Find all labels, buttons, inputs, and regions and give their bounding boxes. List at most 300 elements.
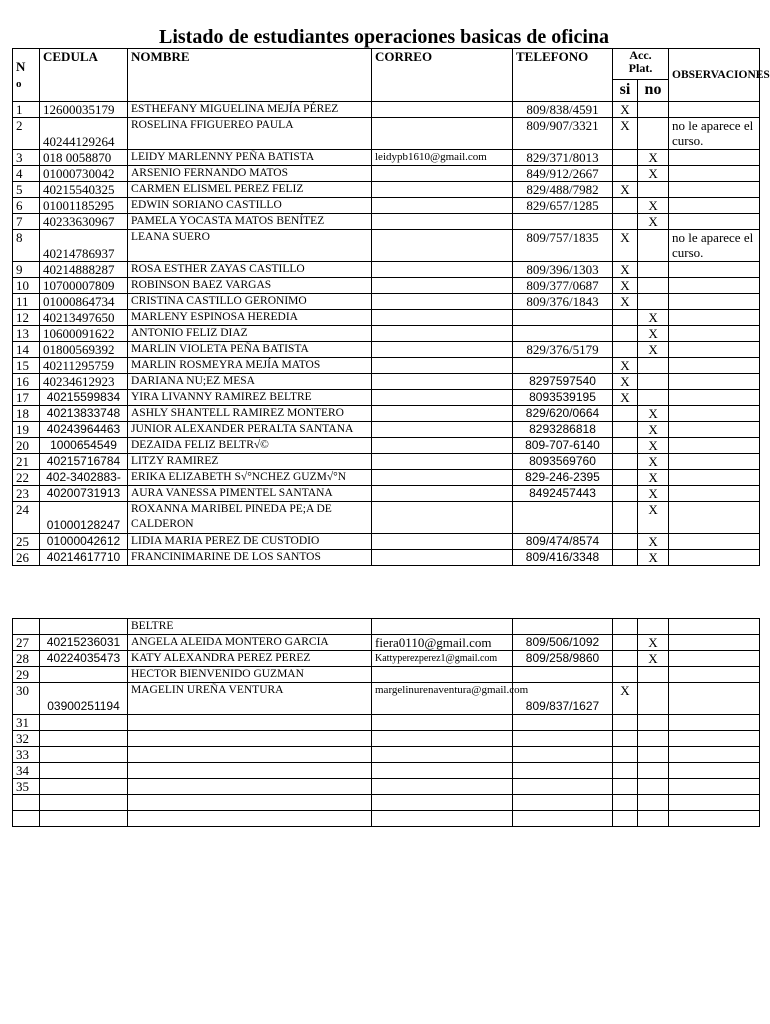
- cell-no: 21: [13, 454, 40, 470]
- cell-no: 31: [13, 715, 40, 731]
- table-row: [13, 214, 760, 230]
- cell-correo: [372, 262, 513, 278]
- table-row: [13, 779, 760, 795]
- header-si: si: [613, 80, 638, 102]
- cell-observaciones: [669, 454, 760, 470]
- cell-cedula: [40, 667, 128, 683]
- cell-cedula: [40, 811, 128, 827]
- cell-correo: [372, 278, 513, 294]
- cell-no-mark: X: [638, 406, 669, 422]
- cell-nombre: CRISTINA CASTILLO GERONIMO: [128, 294, 372, 310]
- cell-si: [613, 486, 638, 502]
- cell-no: 20: [13, 438, 40, 454]
- cell-no-mark: [638, 667, 669, 683]
- cell-cedula: 40215716784: [40, 454, 128, 470]
- table-row: [13, 358, 760, 374]
- header-acc-plat: Acc. Plat.: [613, 49, 669, 80]
- cell-telefono: [513, 715, 613, 731]
- cell-telefono: [513, 214, 613, 230]
- cell-observaciones: [669, 534, 760, 550]
- cell-telefono: 829-246-2395: [513, 470, 613, 486]
- cell-no-mark: X: [638, 150, 669, 166]
- cell-no: 5: [13, 182, 40, 198]
- cell-telefono: 8293286818: [513, 422, 613, 438]
- cell-no: [13, 811, 40, 827]
- cell-telefono: 809/837/1627: [513, 683, 613, 715]
- cell-telefono: 809/474/8574: [513, 534, 613, 550]
- cell-nombre: [128, 795, 372, 811]
- cell-no-mark: [638, 262, 669, 278]
- cell-correo: [372, 715, 513, 731]
- cell-no: 11: [13, 294, 40, 310]
- cell-telefono: 809/376/1843: [513, 294, 613, 310]
- cell-no: 22: [13, 470, 40, 486]
- cell-no: 30: [13, 683, 40, 715]
- cell-telefono: 809/757/1835: [513, 230, 613, 262]
- cell-nombre: ASHLY SHANTELL RAMIREZ MONTERO: [128, 406, 372, 422]
- cell-nombre: ARSENIO FERNANDO MATOS: [128, 166, 372, 182]
- table-row: [13, 390, 760, 406]
- cell-nombre: LEIDY MARLENNY PEÑA BATISTA: [128, 150, 372, 166]
- cell-no-mark: X: [638, 422, 669, 438]
- table-row: [13, 747, 760, 763]
- cell-no-mark: [638, 118, 669, 150]
- cell-si: [613, 811, 638, 827]
- cell-no-mark: X: [638, 651, 669, 667]
- cell-observaciones: [669, 358, 760, 374]
- cell-si: X: [613, 278, 638, 294]
- cell-observaciones: [669, 747, 760, 763]
- cell-nombre: [128, 763, 372, 779]
- cell-observaciones: [669, 342, 760, 358]
- cell-telefono: 809/506/1092: [513, 635, 613, 651]
- cell-nombre: DEZAIDA FELIZ BELTR√©: [128, 438, 372, 454]
- cell-correo: [372, 198, 513, 214]
- cell-si: [613, 422, 638, 438]
- cell-si: [613, 779, 638, 795]
- cell-telefono: 829/371/8013: [513, 150, 613, 166]
- cell-observaciones: [669, 438, 760, 454]
- cell-observaciones: [669, 635, 760, 651]
- cell-no: 13: [13, 326, 40, 342]
- cell-nombre: ESTHEFANY MIGUELINA MEJÍA PÉREZ: [128, 102, 372, 118]
- cell-si: [613, 747, 638, 763]
- cell-correo: [372, 118, 513, 150]
- cell-correo: [372, 294, 513, 310]
- cell-nombre: [128, 731, 372, 747]
- table-row: [13, 230, 760, 262]
- cell-si: [613, 454, 638, 470]
- cell-si: [613, 166, 638, 182]
- cell-correo: [372, 230, 513, 262]
- cell-correo: [372, 486, 513, 502]
- cell-observaciones: [669, 550, 760, 566]
- cell-no: 3: [13, 150, 40, 166]
- cell-no-mark: [638, 294, 669, 310]
- table-row: [13, 310, 760, 326]
- cell-cedula: 03900251194: [40, 683, 128, 715]
- cell-telefono: 809/416/3348: [513, 550, 613, 566]
- cell-observaciones: [669, 198, 760, 214]
- cell-telefono: 829/657/1285: [513, 198, 613, 214]
- cell-cedula: 40215236031: [40, 635, 128, 651]
- cell-cedula: 40233630967: [40, 214, 128, 230]
- cell-correo: [372, 406, 513, 422]
- cell-no: 1: [13, 102, 40, 118]
- cell-no-mark: [638, 731, 669, 747]
- cell-observaciones: [669, 214, 760, 230]
- cell-correo: [372, 811, 513, 827]
- cell-si: X: [613, 358, 638, 374]
- cell-no: 29: [13, 667, 40, 683]
- header-nombre: NOMBRE: [128, 49, 372, 102]
- cell-observaciones: [669, 406, 760, 422]
- cell-nombre: MARLIN VIOLETA PEÑA BATISTA: [128, 342, 372, 358]
- cell-observaciones: [669, 715, 760, 731]
- cell-correo: [372, 310, 513, 326]
- cell-nombre: LITZY RAMIREZ: [128, 454, 372, 470]
- cell-si: [613, 795, 638, 811]
- cell-no: 26: [13, 550, 40, 566]
- cell-no: 17: [13, 390, 40, 406]
- cell-observaciones: [669, 262, 760, 278]
- cell-telefono: [513, 502, 613, 534]
- cell-cedula: 40234612923: [40, 374, 128, 390]
- cell-correo: margelinurenaventura@gmail.com: [372, 683, 513, 715]
- table-row: [13, 166, 760, 182]
- students-table: [12, 48, 770, 566]
- cell-cedula: [40, 715, 128, 731]
- table-row: [13, 118, 760, 150]
- cell-nombre: EDWIN SORIANO CASTILLO: [128, 198, 372, 214]
- cell-si: [613, 667, 638, 683]
- cell-no: 34: [13, 763, 40, 779]
- table-row: [13, 763, 760, 779]
- cell-no: 9: [13, 262, 40, 278]
- cell-nombre: YIRA LIVANNY RAMIREZ BELTRE: [128, 390, 372, 406]
- cell-correo: [372, 470, 513, 486]
- cell-nombre: HECTOR BIENVENIDO GUZMAN: [128, 667, 372, 683]
- cell-nombre: FRANCINIMARINE DE LOS SANTOS: [128, 550, 372, 566]
- cell-no-mark: X: [638, 310, 669, 326]
- table-row: [13, 294, 760, 310]
- cell-si: X: [613, 294, 638, 310]
- table-row: [13, 342, 760, 358]
- cell-correo: [372, 390, 513, 406]
- table-row: [13, 795, 760, 811]
- cell-no-mark: [638, 182, 669, 198]
- cell-correo: [372, 102, 513, 118]
- cell-observaciones: [669, 683, 760, 715]
- cell-si: [613, 635, 638, 651]
- cell-no-mark: X: [638, 635, 669, 651]
- cell-cedula: 12600035179: [40, 102, 128, 118]
- cell-cedula: 018 0058870: [40, 150, 128, 166]
- continuation-text: BELTRE: [128, 619, 372, 635]
- header-observaciones: OBSERVACIONES: [669, 49, 760, 102]
- cell-observaciones: [669, 278, 760, 294]
- cell-no: 25: [13, 534, 40, 550]
- cell-telefono: 8297597540: [513, 374, 613, 390]
- cell-si: [613, 502, 638, 534]
- cell-cedula: 10600091622: [40, 326, 128, 342]
- cell-cedula: 40244129264: [40, 118, 128, 150]
- cell-no-mark: X: [638, 470, 669, 486]
- cell-observaciones: [669, 294, 760, 310]
- cell-cedula: 40224035473: [40, 651, 128, 667]
- table-row: [13, 715, 760, 731]
- table-row: [13, 811, 760, 827]
- header-cedula: CEDULA: [40, 49, 128, 102]
- cell-nombre: MARLENY ESPINOSA HEREDIA: [128, 310, 372, 326]
- cell-cedula: 40243964463: [40, 422, 128, 438]
- header-telefono: TELEFONO: [513, 49, 613, 102]
- table-row: [13, 326, 760, 342]
- cell-si: X: [613, 182, 638, 198]
- cell-telefono: 809/396/1303: [513, 262, 613, 278]
- cell-no-mark: X: [638, 534, 669, 550]
- cell-observaciones: [669, 326, 760, 342]
- cell-nombre: KATY ALEXANDRA PEREZ PEREZ: [128, 651, 372, 667]
- cell-no: 10: [13, 278, 40, 294]
- cell-no-mark: [638, 374, 669, 390]
- cell-cedula: 40214617710: [40, 550, 128, 566]
- cell-correo: [372, 214, 513, 230]
- cell-correo: [372, 342, 513, 358]
- cell-si: [613, 310, 638, 326]
- cell-telefono: 8093569760: [513, 454, 613, 470]
- cell-nombre: ROXANNA MARIBEL PINEDA PE;A DE CALDERON: [128, 502, 372, 534]
- header-correo: CORREO: [372, 49, 513, 102]
- cell-correo: [372, 779, 513, 795]
- cell-si: [613, 198, 638, 214]
- cell-correo: [372, 795, 513, 811]
- cell-si: X: [613, 683, 638, 715]
- cell-no-mark: [638, 715, 669, 731]
- cell-si: [613, 470, 638, 486]
- cell-si: [613, 731, 638, 747]
- cell-telefono: [513, 747, 613, 763]
- table-row: [13, 550, 760, 566]
- cell-telefono: 829/488/7982: [513, 182, 613, 198]
- students-table-continued: [12, 618, 760, 827]
- cell-telefono: 809/258/9860: [513, 651, 613, 667]
- cell-cedula: 01000042612: [40, 534, 128, 550]
- cell-cedula: 40213833748: [40, 406, 128, 422]
- cell-cedula: 01000730042: [40, 166, 128, 182]
- cell-correo: [372, 166, 513, 182]
- cell-telefono: [513, 779, 613, 795]
- cell-no-mark: X: [638, 166, 669, 182]
- cell-no-mark: [638, 779, 669, 795]
- cell-correo: [372, 454, 513, 470]
- cell-nombre: [128, 715, 372, 731]
- cell-no: 24: [13, 502, 40, 534]
- cell-nombre: ROSELINA FFIGUEREO PAULA: [128, 118, 372, 150]
- cell-no: 8: [13, 230, 40, 262]
- cell-correo: leidypb1610@gmail.com: [372, 150, 513, 166]
- cell-no: 33: [13, 747, 40, 763]
- cell-no-mark: [638, 102, 669, 118]
- cell-nombre: [128, 811, 372, 827]
- cell-nombre: JUNIOR ALEXANDER PERALTA SANTANA: [128, 422, 372, 438]
- cell-si: [613, 150, 638, 166]
- cell-nombre: ROBINSON BAEZ VARGAS: [128, 278, 372, 294]
- cell-nombre: PAMELA YOCASTA MATOS BENÍTEZ: [128, 214, 372, 230]
- cell-telefono: [513, 667, 613, 683]
- header-no: N o: [13, 49, 40, 102]
- cell-correo: [372, 534, 513, 550]
- cell-correo: [372, 667, 513, 683]
- header-no-acc: no: [638, 80, 669, 102]
- table-row: [13, 454, 760, 470]
- table-row: [13, 262, 760, 278]
- table-row: [13, 619, 760, 635]
- cell-si: X: [613, 118, 638, 150]
- cell-observaciones: [669, 502, 760, 534]
- cell-correo: fiera0110@gmail.com: [372, 635, 513, 651]
- cell-no: 16: [13, 374, 40, 390]
- table-row: [13, 438, 760, 454]
- cell-cedula: [40, 731, 128, 747]
- table-row: [13, 182, 760, 198]
- cell-nombre: ERIKA ELIZABETH S√°NCHEZ GUZM√°N: [128, 470, 372, 486]
- cell-observaciones: [669, 374, 760, 390]
- cell-correo: [372, 763, 513, 779]
- cell-si: X: [613, 374, 638, 390]
- cell-cedula: 40215540325: [40, 182, 128, 198]
- cell-observaciones: [669, 651, 760, 667]
- cell-cedula: 1000654549: [40, 438, 128, 454]
- cell-telefono: 849/912/2667: [513, 166, 613, 182]
- cell-no: 14: [13, 342, 40, 358]
- cell-telefono: 829/376/5179: [513, 342, 613, 358]
- cell-observaciones: [669, 102, 760, 118]
- cell-correo: [372, 326, 513, 342]
- cell-no: 32: [13, 731, 40, 747]
- cell-no-mark: [638, 683, 669, 715]
- cell-nombre: [128, 779, 372, 795]
- cell-cedula: [40, 747, 128, 763]
- cell-telefono: 8093539195: [513, 390, 613, 406]
- cell-si: [613, 651, 638, 667]
- cell-si: X: [613, 262, 638, 278]
- cell-si: X: [613, 390, 638, 406]
- cell-observaciones: [669, 150, 760, 166]
- cell-no-mark: [638, 795, 669, 811]
- cell-telefono: [513, 326, 613, 342]
- cell-cedula: 40211295759: [40, 358, 128, 374]
- cell-nombre: LEANA SUERO: [128, 230, 372, 262]
- cell-correo: [372, 438, 513, 454]
- cell-correo: [372, 358, 513, 374]
- cell-telefono: [513, 358, 613, 374]
- cell-nombre: ANTONIO FELIZ DIAZ: [128, 326, 372, 342]
- cell-no: 6: [13, 198, 40, 214]
- cell-cedula: 40215599834: [40, 390, 128, 406]
- cell-observaciones: [669, 470, 760, 486]
- cell-no: 18: [13, 406, 40, 422]
- cell-observaciones: [669, 811, 760, 827]
- cell-no: 28: [13, 651, 40, 667]
- cell-no-mark: [638, 811, 669, 827]
- cell-no: [13, 795, 40, 811]
- cell-observaciones: [669, 795, 760, 811]
- cell-cedula: 10700007809: [40, 278, 128, 294]
- cell-cedula: 01000128247: [40, 502, 128, 534]
- cell-telefono: 809/377/0687: [513, 278, 613, 294]
- cell-observaciones: no le aparece el curso.: [669, 230, 760, 262]
- cell-telefono: 809/838/4591: [513, 102, 613, 118]
- cell-cedula: 40200731913: [40, 486, 128, 502]
- cell-observaciones: [669, 779, 760, 795]
- cell-nombre: AURA VANESSA PIMENTEL SANTANA: [128, 486, 372, 502]
- cell-observaciones: [669, 182, 760, 198]
- table-row: [13, 278, 760, 294]
- cell-si: [613, 715, 638, 731]
- cell-telefono: 829/620/0664: [513, 406, 613, 422]
- cell-observaciones: [669, 731, 760, 747]
- cell-no: 2: [13, 118, 40, 150]
- cell-no-mark: X: [638, 342, 669, 358]
- cell-no-mark: [638, 278, 669, 294]
- cell-cedula: 402-3402883-: [40, 470, 128, 486]
- cell-telefono: [513, 731, 613, 747]
- table-row: [13, 683, 760, 715]
- cell-si: [613, 342, 638, 358]
- table-row: [13, 470, 760, 486]
- cell-correo: [372, 422, 513, 438]
- cell-no-mark: X: [638, 550, 669, 566]
- cell-no: 15: [13, 358, 40, 374]
- cell-correo: [372, 374, 513, 390]
- table-row: [13, 406, 760, 422]
- cell-nombre: MAGELIN UREÑA VENTURA: [128, 683, 372, 715]
- cell-telefono: 809/907/3321: [513, 118, 613, 150]
- cell-no-mark: X: [638, 198, 669, 214]
- cell-cedula: 40214786937: [40, 230, 128, 262]
- cell-si: [613, 534, 638, 550]
- table-row: [13, 651, 760, 667]
- cell-no-mark: X: [638, 454, 669, 470]
- table-row: [13, 534, 760, 550]
- cell-telefono: [513, 763, 613, 779]
- cell-no-mark: [638, 763, 669, 779]
- cell-no-mark: X: [638, 502, 669, 534]
- cell-si: [613, 406, 638, 422]
- table-row: [13, 635, 760, 651]
- table-row: [13, 374, 760, 390]
- cell-nombre: ROSA ESTHER ZAYAS CASTILLO: [128, 262, 372, 278]
- cell-si: [613, 763, 638, 779]
- table-row: [13, 422, 760, 438]
- cell-no: 35: [13, 779, 40, 795]
- table-row: [13, 486, 760, 502]
- cell-si: [613, 326, 638, 342]
- cell-observaciones: [669, 166, 760, 182]
- cell-nombre: ANGELA ALEIDA MONTERO GARCIA: [128, 635, 372, 651]
- cell-no-mark: [638, 358, 669, 374]
- page-title: Listado de estudiantes operaciones basicas de oficina: [158, 26, 610, 48]
- cell-cedula: 01000864734: [40, 294, 128, 310]
- cell-telefono: [513, 795, 613, 811]
- cell-no: 23: [13, 486, 40, 502]
- cell-no-mark: [638, 390, 669, 406]
- cell-nombre: CARMEN ELISMEL PEREZ FELIZ: [128, 182, 372, 198]
- cell-no-mark: [638, 230, 669, 262]
- cell-no-mark: X: [638, 214, 669, 230]
- cell-si: X: [613, 102, 638, 118]
